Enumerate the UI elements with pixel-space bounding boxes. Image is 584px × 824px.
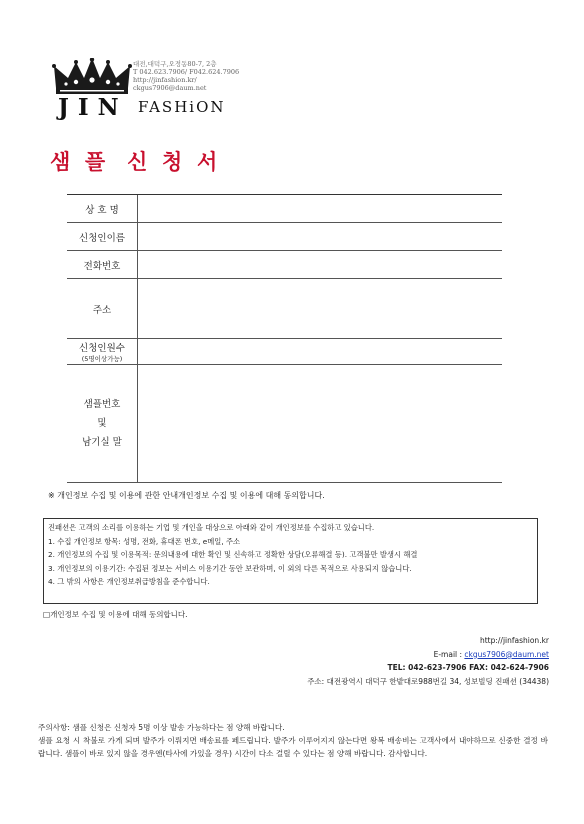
- and-label: 및: [97, 418, 107, 429]
- header-website[interactable]: http://jinfashion.kr/: [133, 76, 197, 84]
- crown-logo-icon: [52, 58, 132, 96]
- form-row-phone: [67, 251, 502, 279]
- privacy-policy-box: [43, 518, 538, 604]
- privacy-item-3: 3. 개인정보의 이용기간: 수집된 정보는 서비스 이용기간 동안 보관하며, 이 외의 다른 목적으로 사용되지 않습니다.: [48, 563, 412, 573]
- document-title: 샘 플 신 청 서: [50, 150, 218, 174]
- header-email[interactable]: ckgus7906@daum.net: [133, 84, 207, 92]
- privacy-item-2: 2. 개인정보의 수집 및 이용목적: 문의내용에 대한 확인 및 신속하고 정확한 상담(오류해결 등). 고객불만 발생시 해결: [48, 550, 418, 559]
- address-label: 주소: [67, 279, 138, 338]
- notes-section: [38, 721, 548, 760]
- form-row-applicant-name: [67, 223, 502, 251]
- form-row-headcount: [67, 339, 502, 365]
- application-form: [67, 194, 502, 483]
- notes-caution: 주의사항: 샘플 신청은 신청자 5명 이상 발송 가능하다는 점 양해 바랍니다.: [38, 723, 285, 732]
- company-address: 주소: 대전광역시 대덕구 한밭대로988번길 34, 성보빌딩 진패션 (34438): [307, 676, 549, 686]
- privacy-item-4: 4. 그 밖의 사항은 개인정보취급방침을 준수합니다.: [48, 577, 210, 586]
- headcount-field[interactable]: [138, 339, 502, 364]
- email-prefix: E-mail :: [433, 649, 465, 659]
- applicant-name-label: 신청인이름: [67, 223, 138, 250]
- sample-number-label: 샘플번호: [83, 399, 121, 410]
- message-label: 남기실 말: [82, 437, 122, 448]
- privacy-intro: 진패션은 고객의 소리를 이용하는 기업 및 개인을 대상으로 아래와 같이 개인정보를 수집하고 있습니다.: [48, 523, 375, 532]
- company-name-label: 상 호 명: [67, 195, 138, 222]
- privacy-item-1: 1. 수집 개인정보 항목: 성명, 전화, 휴대폰 번호, e메일, 주소: [48, 536, 241, 546]
- address-field[interactable]: [138, 279, 502, 338]
- company-name-field[interactable]: [138, 195, 502, 222]
- company-email-link[interactable]: ckgus7906@daum.net: [464, 649, 549, 659]
- form-row-address: [67, 279, 502, 339]
- headcount-label: [67, 339, 138, 364]
- company-info: [307, 634, 549, 688]
- company-website[interactable]: http://jinfashion.kr: [479, 636, 549, 645]
- header-phone: T 042.623.7906/ F042.624.7906: [133, 68, 240, 76]
- notes-shipping: 샘플 요청 시 착불로 가게 되며 발주가 이뤄지면 배송료를 페드립니다. 발주가 이루어지지 않는다면 왕복 배송비는 고객사에서 내야하므로 신중한 결정 바랍니다. 샘플이 바로 있지 않을 경우엔(타사에 가있을 경우) 시간이 다소 걸릴 수 있다는 점 양해 바랍니다. 감사합니다.: [38, 736, 548, 758]
- sample-message-label: [67, 365, 138, 482]
- header-contact-info: [133, 60, 239, 92]
- brand-name-fashion: FASHiON: [138, 98, 226, 116]
- phone-label: 전화번호: [67, 251, 138, 278]
- sample-message-field[interactable]: [138, 365, 502, 482]
- form-row-company-name: [67, 195, 502, 223]
- phone-field[interactable]: [138, 251, 502, 278]
- form-row-sample-message: [67, 365, 502, 483]
- applicant-name-field[interactable]: [138, 223, 502, 250]
- privacy-agree-checkbox[interactable]: □개인정보 수집 및 이용에 대해 동의합니다.: [43, 610, 188, 619]
- company-email-line: [307, 648, 549, 662]
- privacy-notice-heading: ※ 개인정보 수집 및 이용에 관한 안내개인정보 수집 및 이용에 대해 동의합니다.: [48, 491, 325, 500]
- headcount-label-text: 신청인원수: [79, 343, 125, 354]
- header-address: 대전,대덕구,오정동80-7, 2층: [133, 60, 217, 68]
- brand-name-jin: JIN: [58, 94, 128, 121]
- company-tel-fax: TEL: 042-623-7906 FAX: 042-624-7906: [387, 663, 549, 672]
- headcount-label-note: (5명이상가능): [81, 355, 123, 363]
